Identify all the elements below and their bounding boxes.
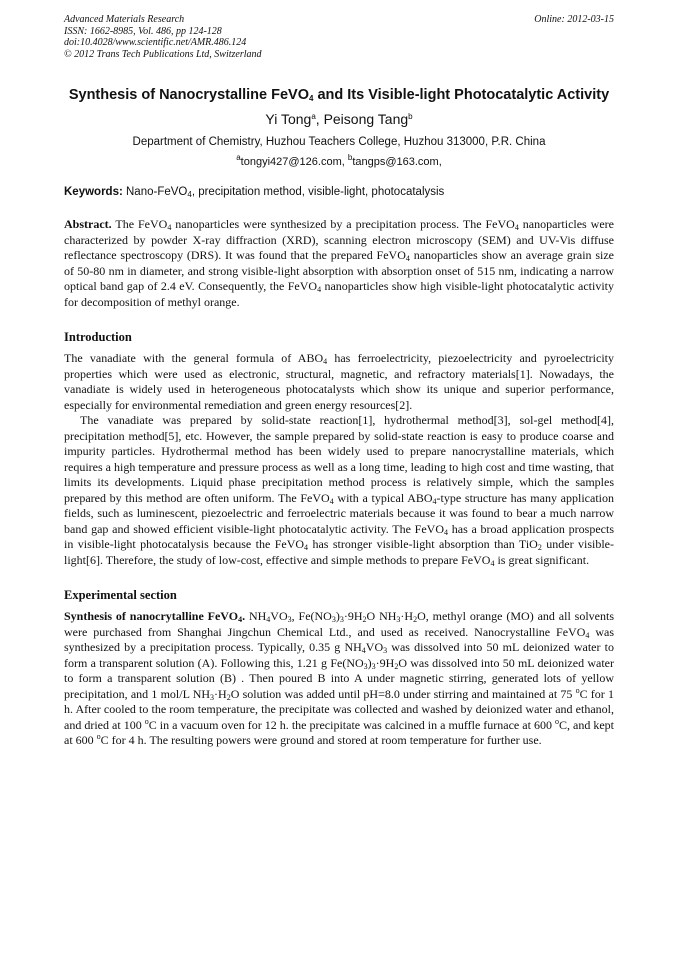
author-emails: $^a$tongyi427@126.com, $^b$tangps@163.com,: [236, 153, 442, 168]
author-name: Yi Tong: [265, 111, 312, 127]
paper-page: [64, 14, 614, 749]
journal-header: [64, 14, 614, 60]
journal-name: Advanced Materials Research: [64, 14, 185, 25]
issn-line: ISSN: 1662-8985, Vol. 486, pp 124-128: [64, 25, 222, 37]
keywords: Keywords: Nano-FeVO$_4$, precipitation method, visible-light, photocatalysis: [64, 186, 445, 199]
abstract-label: Abstract.: [64, 217, 112, 231]
online-date: Online: 2012-03-15: [534, 14, 614, 25]
abstract: Abstract. The FeVO$_4$ nanoparticles were synthesized by a precipitation process. The FeVO$_4$ nanoparticles were characterized by powder X-ray diffraction (XRD), scanning electron microscopy (SEM) and UV-Vis diffuse reflectance spectroscopy (DRS). It was found that the prepared FeVO$_4$ nanoparticles show an average grain size of 50-80 nm in diameter, and strong visible-light absorption with absorption onset of 515 nm, indicating a narrow optical band gap of 2.4 eV. Consequently, the FeVO$_4$ nanoparticles show high visible-light photocatalytic activity for decomposition of methyl orange.: [64, 217, 615, 309]
doi-line: doi:10.4028/www.scientific.net/AMR.486.124: [64, 37, 247, 48]
affiliation: Department of Chemistry, Huzhou Teachers College, Huzhou 313000, P.R. China: [132, 136, 546, 148]
keywords-label: Keywords:: [64, 186, 123, 198]
copyright-line: © 2012 Trans Tech Publications Ltd, Switzerland: [64, 48, 262, 60]
author-list: Yi Tong$^a$, Peisong Tang$^b$: [265, 111, 413, 127]
intro-paragraph-2: The vanadiate was prepared by solid-state reaction[1], hydrothermal method[3], sol-gel method[4], precipitation method[5], etc. However, the sample prepared by solid-state reaction is easy to produce coarse and impurity particles. Hydrothermal method has been widely used to prepare nanocrystalline materials, which requires a high temperature and pressure process as well as a long time, leading to high cost and time wasting, that limits its developments. Liquid phase precipitation method process is relatively simple, which the samples prepared by this method are often uniform. The FeVO$_4$ with a typical $ABO_4$-type structure has many application fields, such as luminescent, piezoelectric and ferroelectric materials because it was found to bear a much narrow band gap and showed efficient visible-light photocatalytic activity. The FeVO$_4$ has a broad application prospects in visible-light photocatalysis because the FeVO$_4$ has stronger visible-light absorption than TiO$_2$ under visible-light[6]. Therefore, the study of low-cost, effective and simple methods to prepare FeVO$_4$ is great significant.: [64, 413, 615, 568]
paper-title: Synthesis of Nanocrystalline FeVO$_4$ and Its Visible-light Photocatalytic Activity: [68, 87, 610, 103]
section-heading-introduction: Introduction: [64, 330, 132, 344]
author-name: Peisong Tang: [323, 111, 409, 127]
intro-paragraph-1: The vanadiate with the general formula of $ABO_4$ has ferroelectricity, piezoelectricity and pyroelectricity properties which were used as electronic, structural, magnetic, and refractory materials[1]. Nowadays, the vanadiate is widely used in heterogeneous photocatalysts which show its unique and superior performance, especially for environmental remediation and green energy resources[2].: [64, 351, 614, 412]
section-heading-experimental: Experimental section: [64, 588, 177, 602]
subsection-label: Synthesis of nanocrytalline FeVO$_4$.: [64, 609, 246, 624]
experimental-paragraph-1: Synthesis of nanocrytalline FeVO$_4$. $NH_4VO_3$, $Fe(NO_3)_3\cdot 9H_2O$ $NH_3\cdot H_2O$, methyl orange (MO) and all solvents were purchased from Shanghai Jingchun Chemical Ltd., and used as received. Nanocrystalline FeVO$_4$ was synthesized by a precipitation process. Typically, 0.35 g $NH_4VO_3$ was dissolved into 50 mL deionized water to form a transparent solution (A). Following this, 1.21 g $Fe(NO_3)_3\cdot 9H_2O$ was dissolved into 50 mL deionized water to form a transparent solution (B) . Then poured B into A under magnetic stirring, generated lots of yellow precipitation, and 1 mol/L $NH_3\cdot H_2O$ solution was added until pH=8.0 under stirring and maintained at 75 $^o$C for 1 h. After cooled to the room temperature, the precipitate was collected and washed by deionized water and ethanol, and dried at 100 $^o$C in a vacuum oven for 12 h. the precipitate was calcined in a muffle furnace at 600 $^o$C, and kept at 600 $^o$C for 4 h. The resulting powers were ground and stored at room temperature for further use.: [64, 609, 615, 747]
